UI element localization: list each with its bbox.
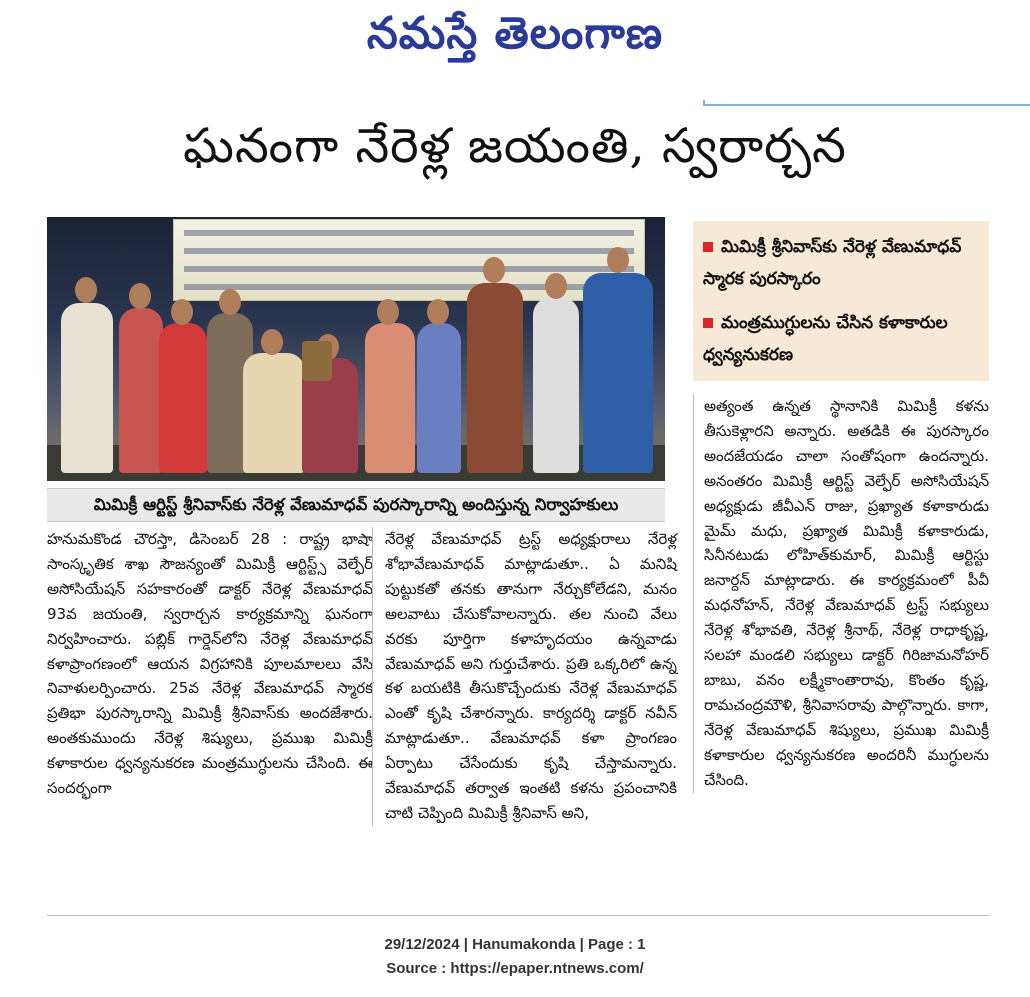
article-column-2 bbox=[372, 527, 677, 826]
square-bullet-icon bbox=[703, 242, 713, 252]
highlights-box bbox=[693, 221, 989, 381]
source-link[interactable]: Source : https://epaper.ntnews.com/ bbox=[386, 960, 644, 977]
stage-banner bbox=[173, 219, 645, 301]
article-column-3 bbox=[693, 394, 989, 793]
event-photo bbox=[47, 217, 665, 481]
column-text: నేరెళ్ల వేణుమాధవ్ ట్రస్ట్ అధ్యక్షురాలు నేరెళ్ల శోభావేణుమాధవ్ మాట్లాడుతూ.. ఏ మనిషి పుట్టుకతో తనకు తానుగా నేర్చుకోలేడని, మనం అలవాటు చేసుకోవాలన్నారు. తల నుంచి వేలు వరకు పూర్తిగా కళాహృదయం ఉన్నవాడు వేణుమాధవ్ అని గుర్తుచేశారు. ప్రతి ఒక్కరిలో ఉన్న కళ బయటికి తీసుకొచ్చేందుకు నేరెళ్ల వేణుమాధవ్ ఎంతో కృషి చేశారన్నారు. కార్యదర్శి డాక్టర్ నవీన్ మాట్లాడుతూ.. వేణుమాధవ్ కళా ప్రాంగణం ఏర్పాటు చేసేందుకు కృషి చేస్తామన్నారు. వేణుమాధవ్ తర్వాత ఇంతటి కళను ప్రపంచానికి చాటి చెప్పింది మిమిక్రీ శ్రీనివాస్ అని, bbox=[385, 530, 677, 822]
highlight-text: మంత్రముగ్ధులను చేసిన కళాకారుల ధ్వన్యనుకరణ bbox=[703, 313, 948, 365]
article-column-1 bbox=[47, 527, 373, 801]
highlight-item bbox=[703, 307, 983, 371]
edition-info: 29/12/2024 | Hanumakonda | Page : 1 bbox=[384, 936, 646, 953]
newspaper-masthead: నమస్తే తెలంగాణ bbox=[366, 8, 664, 59]
masthead-rule bbox=[703, 104, 1030, 106]
square-bullet-icon bbox=[703, 318, 713, 328]
article-headline: ఘనంగా నేరెళ్ల జయంతి, స్వరార్చన bbox=[183, 118, 847, 174]
footer-rule bbox=[47, 915, 989, 916]
column-text: హనుమకొండ చౌరస్తా, డిసెంబర్ 28 : రాష్ట్ర భాషా సాంస్కృతిక శాఖ సౌజన్యంతో మిమిక్రీ ఆర్టిస్ట్స్ వెల్ఫేర్ అసోసియేషన్ సహకారంతో డాక్టర్ నేరెళ్ల వేణుమాధవ్ 93వ జయంతి, స్వరార్చన కార్యక్రమాన్ని ఘనంగా నిర్వహించారు. పబ్లిక్ గార్డెన్‌లోని నేరెళ్ల వేణుమాధవ్ కళాప్రాంగణంలో ఆయన విగ్రహానికి పూలమాలలు వేసి నివాళులర్పించారు. 25వ నేరెళ్ల వేణుమాధవ్ స్మారక ప్రతిభా పురస్కారాన్ని మిమిక్రీ శ్రీనివాస్‌కు అందజేశారు. అంతకుముందు నేరెళ్ల శిష్యులు, ప్రముఖ మిమిక్రీ కళాకారుల ధ్వన్యనుకరణ మంత్రముగ్ధులను చేసింది. ఈ సందర్భంగా bbox=[47, 530, 373, 798]
photo-caption: మిమిక్రీ ఆర్టిస్ట్ శ్రీనివాస్‌కు నేరెళ్ల వేణుమాధవ్ పురస్కారాన్ని అందిస్తున్న నిర్వాహకులు bbox=[47, 488, 665, 522]
column-text: అత్యంత ఉన్నత స్థానానికి మిమిక్రీ కళను తీసుకెళ్లారని అన్నారు. అతడికి ఈ పురస్కారం అందజేయడం చాలా సంతోషంగా ఉందన్నారు. అనంతరం మిమిక్రీ ఆర్టిస్ట్ వెల్ఫేర్ అసోసియేషన్ అధ్యక్షుడు జీవీఎన్ రాజు, ప్రఖ్యాత కళాకారుడు మైమ్ మధు, ప్రఖ్యాత మిమిక్రీ కళాకారుడు, సినీనటుడు లోహిత్‌కుమార్, మిమిక్రీ ఆర్టిస్టు జనార్దన్ మాట్లాడారు. ఈ కార్యక్రమంలో పీవీ మధనోహన్, నేరెళ్ల వేణుమాధవ్ ట్రస్ట్ సభ్యులు నేరెళ్ల శోభావతి, నేరెళ్ల శ్రీనాథ్, నేరెళ్ల రాధాకృష్ణ, సలహా మండలి సభ్యులు డాక్టర్ గిరిజామనోహర్ బాబు, వనం లక్ష్మీకాంతారావు, కొంతం కృష్ణ, రామచంద్రమౌళి, శ్రీనివాసరావు పాల్గొన్నారు. కాగా, నేరెళ్ల వేణుమాధవ్ శిష్యులు, ప్రముఖ మిమిక్రీ కళాకారుల ధ్వన్యనుకరణ అందరినీ ముగ్ధులను చేసింది. bbox=[704, 397, 989, 789]
highlight-text: మిమిక్రీ శ్రీనివాస్‌కు నేరెళ్ల వేణుమాధవ్ స్మారక పురస్కారం bbox=[703, 237, 962, 289]
page-footer bbox=[0, 933, 1030, 981]
highlight-item bbox=[703, 231, 983, 295]
